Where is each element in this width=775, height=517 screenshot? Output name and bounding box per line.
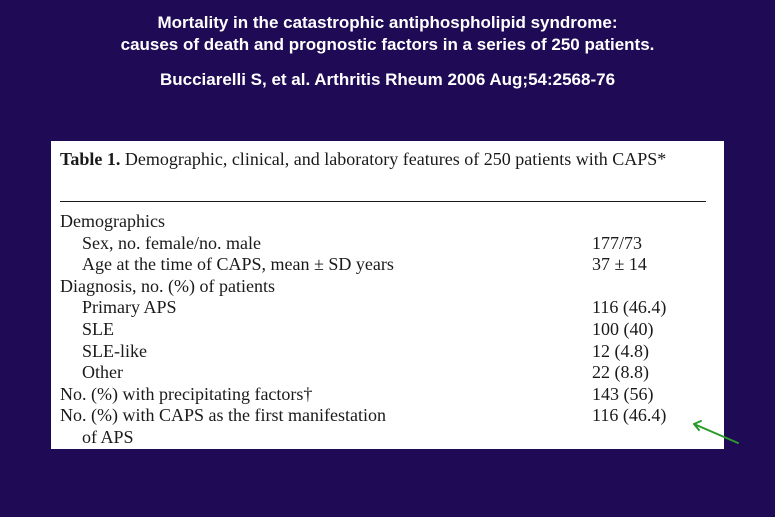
row-label: Diagnosis, no. (%) of patients bbox=[60, 275, 275, 296]
table-row bbox=[60, 362, 706, 384]
row-label: No. (%) with CAPS as the first manifestation bbox=[60, 405, 386, 426]
table-row bbox=[60, 276, 706, 298]
green-arrow-icon bbox=[688, 419, 742, 447]
row-value: 100 (40) bbox=[592, 318, 654, 339]
row-label: Sex, no. female/no. male bbox=[82, 232, 261, 253]
row-label: Age at the time of CAPS, mean ± SD years bbox=[82, 254, 394, 275]
table-row bbox=[60, 405, 706, 427]
table-image bbox=[51, 141, 724, 449]
row-value: 143 (56) bbox=[592, 383, 654, 404]
arrow-shaft bbox=[694, 424, 738, 443]
row-value: 22 (8.8) bbox=[592, 362, 649, 383]
table-row bbox=[60, 319, 706, 341]
slide-title-line-2: causes of death and prognostic factors in a series of 250 patients. bbox=[120, 35, 655, 54]
row-value: 116 (46.4) bbox=[592, 405, 667, 426]
slide-title-line-1: Mortality in the catastrophic antiphospholipid syndrome: bbox=[157, 13, 618, 32]
row-value: 12 (4.8) bbox=[592, 340, 649, 361]
table-row bbox=[60, 254, 706, 276]
row-label: No. (%) with precipitating factors† bbox=[60, 383, 313, 404]
row-label: SLE-like bbox=[82, 340, 147, 361]
row-label: Primary APS bbox=[82, 297, 177, 318]
table-row bbox=[60, 297, 706, 319]
citation: Bucciarelli S, et al. Arthritis Rheum 2006 Aug;54:2568-76 bbox=[159, 70, 616, 89]
table-row bbox=[60, 233, 706, 255]
row-label: Demographics bbox=[60, 211, 165, 231]
row-value: 177/73 bbox=[592, 232, 643, 253]
table-top-rule bbox=[60, 201, 706, 202]
table-row bbox=[60, 341, 706, 363]
table-body bbox=[60, 211, 706, 449]
table-caption bbox=[60, 148, 710, 171]
row-label: SLE bbox=[82, 318, 115, 339]
row-label: Other bbox=[82, 362, 123, 383]
row-value: 37 ± 14 bbox=[592, 254, 647, 275]
table-row bbox=[60, 384, 706, 406]
table-caption-text: Demographic, clinical, and laboratory features of 250 patients with CAPS* bbox=[124, 149, 667, 169]
table-row bbox=[60, 427, 706, 449]
table-caption-label: Table 1. bbox=[60, 149, 121, 169]
row-label: of APS bbox=[82, 426, 134, 447]
row-value: 116 (46.4) bbox=[592, 297, 667, 318]
slide-title bbox=[0, 12, 775, 56]
table-row bbox=[60, 211, 706, 233]
